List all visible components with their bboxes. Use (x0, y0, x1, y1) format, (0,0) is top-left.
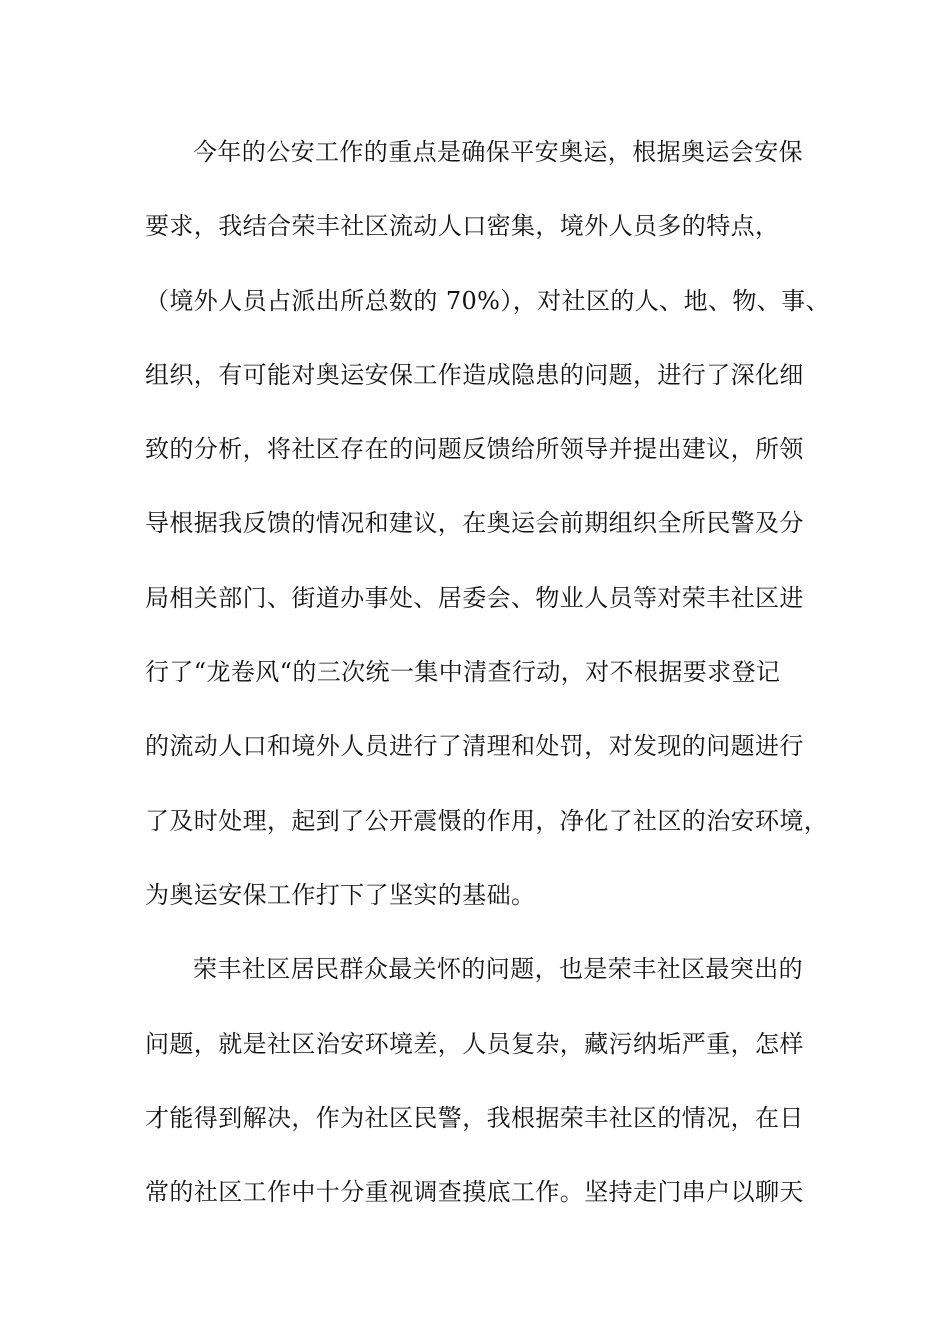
document-body (145, 129, 845, 1243)
paragraph-2-line-4: 常的社区工作中十分重视调查摸底工作。坚持走门串户以聊天 (145, 1178, 804, 1207)
paragraph-1-line-4: 组织，有可能对奥运安保工作造成隐患的问题，进行了深化细 (145, 360, 804, 389)
paragraph-2-line-2: 问题，就是社区治安环境差，人员复杂，藏污纳垢严重，怎样 (145, 1029, 804, 1058)
paragraph-1-line-7: 局相关部门、街道办事处、居委会、物业人员等对荣丰社区进 (145, 583, 804, 612)
paragraph-1-line-1: 今年的公安工作的重点是确保平安奥运，根据奥运会安保 (193, 138, 803, 166)
paragraph-2-line-3: 才能得到解决，作为社区民警，我根据荣丰社区的情况，在日 (145, 1103, 804, 1132)
paragraph-1-line-3: （境外人员占派出所总数的 70%），对社区的人、地、物、事、 (145, 286, 830, 315)
paragraph-1-line-10: 了及时处理，起到了公开震慑的作用，净化了社区的治安环境， (145, 806, 829, 835)
paragraph-1-line-11: 为奥运安保工作打下了坚实的基础。 (145, 880, 536, 909)
paragraph-1-line-9: 的流动人口和境外人员进行了清理和处罚，对发现的问题进行 (145, 732, 804, 761)
paragraph-1-line-5: 致的分析，将社区存在的问题反馈给所领导并提出建议，所领 (145, 435, 804, 464)
paragraph-2-line-1: 荣丰社区居民群众最关怀的问题，也是荣丰社区最突出的 (193, 955, 803, 984)
paragraph-1-line-8: 行了“龙卷风“的三次统一集中清查行动，对不根据要求登记 (145, 658, 781, 687)
paragraph-1-line-2: 要求，我结合荣丰社区流动人口密集，境外人员多的特点， (145, 212, 780, 241)
paragraph-1-line-6: 导根据我反馈的情况和建议，在奥运会前期组织全所民警及分 (145, 509, 804, 538)
